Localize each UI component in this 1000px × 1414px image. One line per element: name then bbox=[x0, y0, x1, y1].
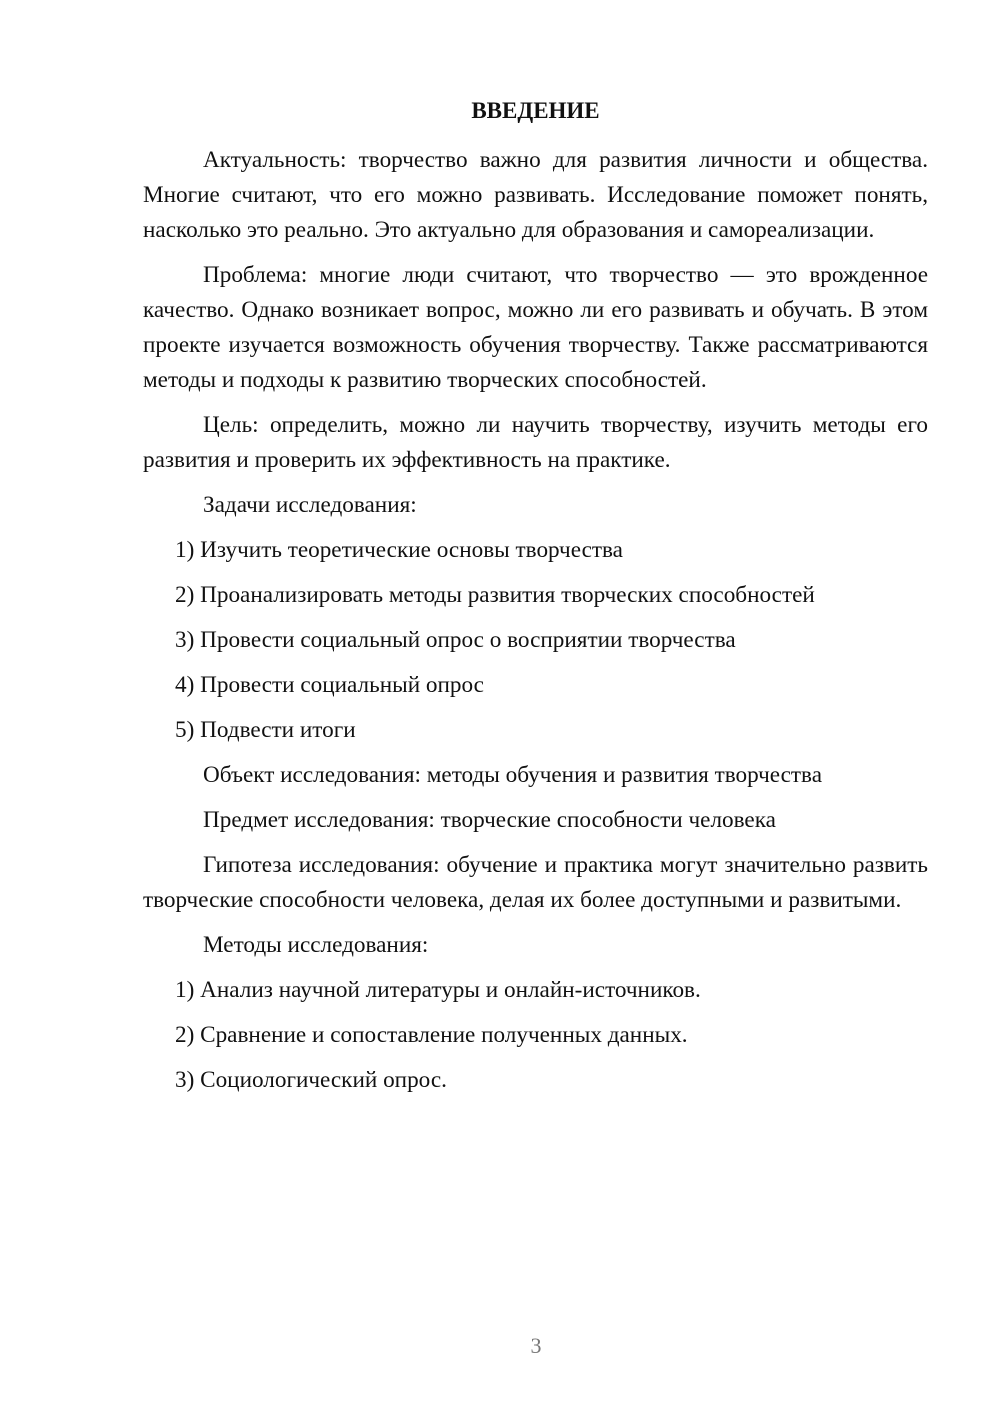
problem-paragraph: Проблема: многие люди считают, что творчество — это врожденное качество. Однако возникает вопрос, можно ли его развивать и обучать. В этом проекте изучается возможность обучения творчеству. Также рассматриваются методы и подходы к развитию творческих способностей. bbox=[143, 262, 928, 393]
tasks-heading: Задачи исследования: bbox=[203, 492, 417, 518]
object-line: Объект исследования: методы обучения и развития творчества bbox=[203, 762, 822, 788]
list-item: 3) Провести социальный опрос о восприятии творчества bbox=[175, 627, 736, 653]
list-item: 4) Провести социальный опрос bbox=[175, 672, 484, 698]
list-item: 3) Социологический опрос. bbox=[175, 1067, 447, 1093]
tasks-list bbox=[143, 533, 928, 748]
document-page bbox=[143, 95, 928, 1108]
list-item: 2) Проанализировать методы развития творческих способностей bbox=[175, 582, 815, 608]
methods-list bbox=[143, 973, 928, 1098]
subject-line: Предмет исследования: творческие способности человека bbox=[203, 807, 776, 833]
section-title: ВВЕДЕНИЕ bbox=[471, 98, 600, 123]
hypothesis-paragraph: Гипотеза исследования: обучение и практика могут значительно развить творческие способности человека, делая их более доступными и развитыми. bbox=[143, 852, 928, 913]
methods-heading: Методы исследования: bbox=[203, 932, 429, 958]
list-item: 2) Сравнение и сопоставление полученных данных. bbox=[175, 1022, 688, 1048]
page-number: 3 bbox=[530, 1333, 542, 1358]
relevance-paragraph: Актуальность: творчество важно для развития личности и общества. Многие считают, что его можно развивать. Исследование поможет понять, насколько это реально. Это актуально для образования и самореализации. bbox=[143, 147, 928, 243]
list-item: 1) Изучить теоретические основы творчества bbox=[175, 537, 623, 563]
goal-paragraph: Цель: определить, можно ли научить творчеству, изучить методы его развития и проверить их эффективность на практике. bbox=[143, 412, 928, 473]
list-item: 5) Подвести итоги bbox=[175, 717, 356, 743]
list-item: 1) Анализ научной литературы и онлайн-источников. bbox=[175, 977, 701, 1003]
